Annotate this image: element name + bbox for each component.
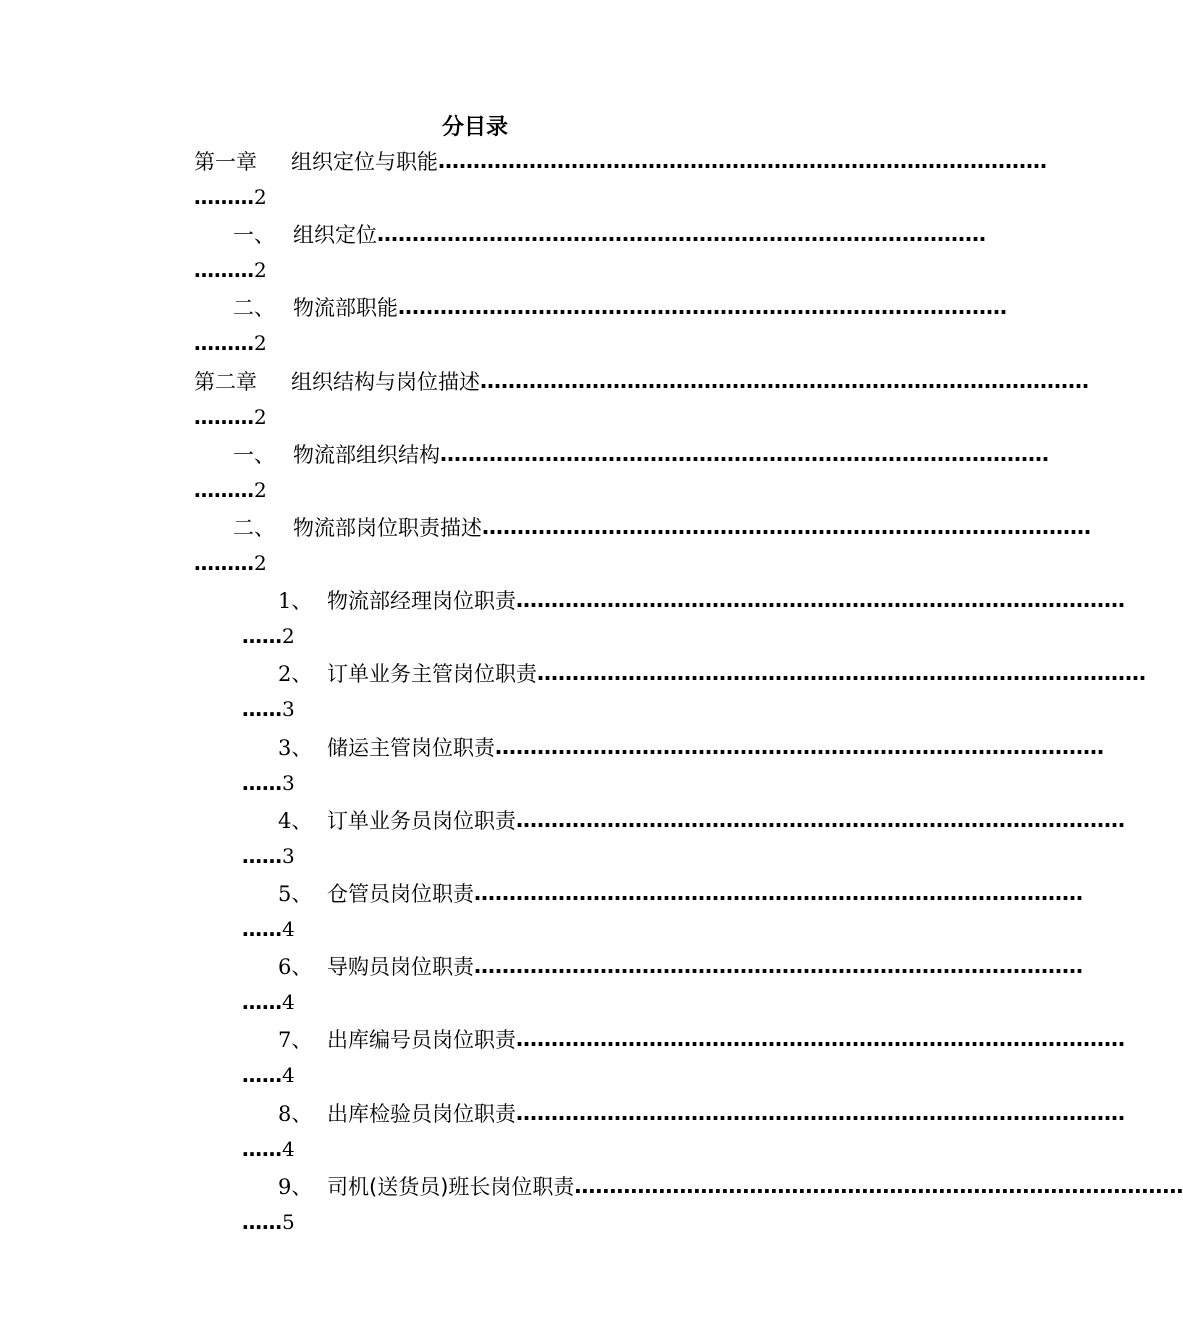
leader-dots: …………………………………………………………………………… <box>516 807 1125 832</box>
leader-dots: …………………………………………………………………………… <box>480 368 1089 393</box>
toc-entry[interactable] <box>0 512 1091 585</box>
toc-entry-page-number: 2 <box>254 331 267 356</box>
toc-entry-page-number: 2 <box>254 551 267 575</box>
toc-entry-page-number: 3 <box>282 843 295 868</box>
toc-entry[interactable] <box>0 219 986 292</box>
toc-entry-title: 物流部岗位职责描述 <box>293 516 482 540</box>
leader-dots: …… <box>242 697 282 722</box>
leader-dots: …………………………………………………………………………… <box>495 734 1104 759</box>
leader-dots: ……… <box>194 258 254 283</box>
toc-entry-page-number: 4 <box>282 1136 295 1161</box>
toc-entry-title: 仓管员岗位职责 <box>327 882 474 906</box>
leader-dots: ……… <box>194 331 254 356</box>
toc-entry-title: 出库编号员岗位职责 <box>327 1028 516 1053</box>
toc-title: 分目录 <box>441 115 508 140</box>
leader-dots: …………………………………………………………………………… <box>537 661 1146 686</box>
toc-entry-page-number: 4 <box>282 990 295 1015</box>
toc-entry-number: 1、 <box>278 589 313 614</box>
toc-entry[interactable] <box>0 951 1083 1024</box>
toc-entry-title: 订单业务员岗位职责 <box>327 808 516 833</box>
toc-entry-number: 二、 <box>233 296 275 321</box>
toc-entry[interactable] <box>0 1171 1183 1244</box>
toc-entry-number: 8、 <box>278 1101 313 1126</box>
toc-entry-page-number: 5 <box>282 1209 295 1234</box>
toc-entry[interactable] <box>0 1024 1125 1097</box>
toc-entry-title: 组织定位 <box>293 223 377 248</box>
toc-entry[interactable] <box>0 878 1083 951</box>
toc-entry[interactable] <box>0 292 1007 365</box>
toc-entry-title: 出库检验员岗位职责 <box>327 1101 516 1126</box>
toc-entry-number: 3、 <box>278 735 313 760</box>
toc-entry-title: 物流部职能 <box>293 296 398 321</box>
leader-dots: …… <box>242 990 282 1015</box>
leader-dots: ……… <box>194 404 254 429</box>
leader-dots: …… <box>242 624 282 649</box>
toc-entry-title: 组织定位与职能 <box>291 150 438 174</box>
toc-entry[interactable] <box>0 1098 1125 1171</box>
leader-dots: …………………………………………………………………………… <box>438 149 1047 173</box>
toc-entry-number: 9、 <box>278 1174 313 1199</box>
toc-entry-number: 2、 <box>278 662 313 687</box>
toc-entry-number: 第一章 <box>194 150 257 174</box>
leader-dots: ……… <box>194 477 254 502</box>
toc-entry-number: 6、 <box>278 955 313 980</box>
leader-dots: …… <box>242 917 282 941</box>
toc-entry[interactable] <box>0 146 1047 219</box>
toc-entry[interactable] <box>0 805 1125 878</box>
toc-entry-title: 储运主管岗位职责 <box>327 735 495 760</box>
leader-dots: …… <box>242 1209 282 1234</box>
toc-entry-title: 订单业务主管岗位职责 <box>327 662 537 687</box>
toc-entry-page-number: 2 <box>254 258 267 283</box>
toc-entry-number: 7、 <box>278 1028 313 1053</box>
leader-dots: …………………………………………………………………………… <box>482 515 1091 539</box>
toc-entry[interactable] <box>0 439 1049 512</box>
toc-entry-number: 4、 <box>278 808 313 833</box>
leader-dots: …………………………………………………………………………… <box>474 954 1083 979</box>
leader-dots: …… <box>242 1063 282 1088</box>
toc-entry-page-number: 2 <box>254 185 267 209</box>
toc-entry-number: 一、 <box>233 223 275 248</box>
toc-entry-title: 组织结构与岗位描述 <box>291 369 480 394</box>
toc-entry-title: 物流部组织结构 <box>293 442 440 467</box>
leader-dots: …………………………………………………………………………… <box>474 881 1083 905</box>
toc-entry-page-number: 3 <box>282 697 295 722</box>
toc-entry-number: 5、 <box>278 882 313 906</box>
toc-entry-title: 物流部经理岗位职责 <box>327 589 516 614</box>
toc-entry-number: 第二章 <box>194 369 257 394</box>
toc-entry-number: 二、 <box>233 516 275 540</box>
toc-entry-page-number: 2 <box>282 624 295 649</box>
leader-dots: …………………………………………………………………………… <box>516 588 1125 613</box>
leader-dots: …………………………………………………………………………… <box>377 222 986 247</box>
toc-entry[interactable] <box>0 732 1104 805</box>
toc-entry[interactable] <box>0 585 1125 658</box>
leader-dots: …………………………………………………………………………… <box>440 441 1049 466</box>
toc-entry-page-number: 4 <box>282 917 295 941</box>
toc-entry-page-number: 4 <box>282 1063 295 1088</box>
leader-dots: …………………………………………………………………………… <box>574 1173 1183 1198</box>
leader-dots: …… <box>242 770 282 795</box>
leader-dots: …………………………………………………………………………… <box>516 1027 1125 1052</box>
toc-entry-title: 司机(送货员)班长岗位职责 <box>327 1174 575 1199</box>
toc-entry-page-number: 2 <box>254 404 267 429</box>
leader-dots: ……… <box>194 185 254 209</box>
leader-dots: ……… <box>194 551 254 575</box>
leader-dots: …… <box>242 843 282 868</box>
leader-dots: …………………………………………………………………………… <box>398 295 1007 320</box>
toc-entry[interactable] <box>0 658 1146 731</box>
leader-dots: …… <box>242 1136 282 1161</box>
toc-entry-number: 一、 <box>233 442 275 467</box>
toc-entry-title: 导购员岗位职责 <box>327 955 474 980</box>
leader-dots: …………………………………………………………………………… <box>516 1100 1125 1125</box>
toc-entry-page-number: 2 <box>254 477 267 502</box>
toc-entry-page-number: 3 <box>282 770 295 795</box>
toc-entry[interactable] <box>0 366 1089 439</box>
